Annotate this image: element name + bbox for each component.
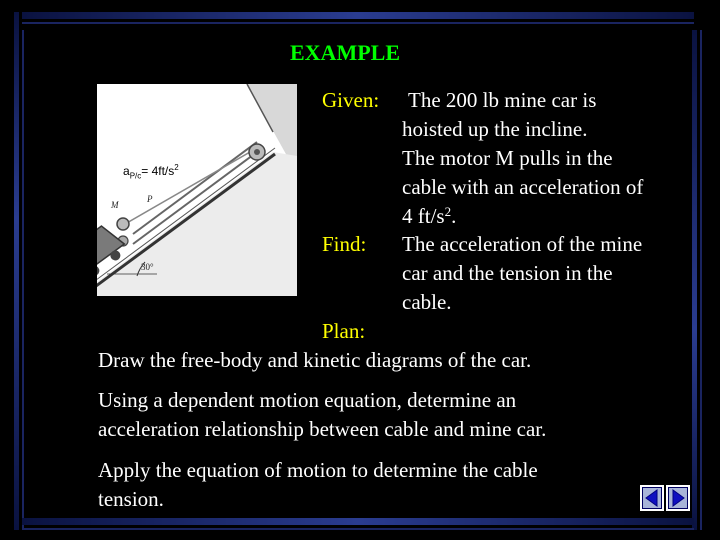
- given-line-5-value: 4 ft/s: [402, 204, 445, 228]
- accel-label-base: a: [123, 164, 130, 178]
- plan-step-1: Draw the free-body and kinetic diagrams of the car.: [98, 348, 532, 372]
- angle-label: 30°: [141, 262, 154, 272]
- incline-diagram: [97, 84, 297, 296]
- triangle-left-icon: [642, 487, 662, 509]
- right-border-stripe: [692, 30, 697, 530]
- top-border-stripe: [22, 12, 694, 19]
- plan-step-3-line-2: tension.: [98, 487, 164, 511]
- find-line-1: The acceleration of the mine: [402, 232, 643, 256]
- top-border-line: [22, 22, 694, 24]
- slide-title: EXAMPLE: [290, 40, 400, 65]
- accel-label-exp: 2: [174, 163, 179, 172]
- mine-car-figure: [97, 84, 297, 296]
- triangle-right-icon: [668, 487, 688, 509]
- prev-slide-button[interactable]: [640, 485, 664, 511]
- left-border-line: [22, 30, 24, 530]
- left-border-stripe: [14, 12, 19, 530]
- accel-label-value: = 4ft/s: [141, 164, 175, 178]
- accel-label-sub: P/c: [129, 171, 142, 181]
- plan-step-3-line-1: Apply the equation of motion to determine the cable: [98, 458, 538, 482]
- motor-pulley-icon: [117, 218, 129, 230]
- given-line-3: The motor M pulls in the: [402, 146, 613, 170]
- right-border-line: [700, 30, 702, 530]
- plan-label: Plan:: [322, 319, 366, 343]
- given-line-5-exp: 2: [444, 204, 452, 219]
- bottom-border-line: [22, 528, 694, 530]
- accel-label: [123, 164, 179, 180]
- motor-label: M: [111, 200, 119, 210]
- bottom-border-stripe: [22, 518, 694, 525]
- next-slide-button[interactable]: [666, 485, 690, 511]
- given-line-5: [402, 202, 456, 231]
- given-line-2: hoisted up the incline.: [402, 117, 588, 141]
- find-line-2: car and the tension in the: [402, 261, 613, 285]
- plan-step-2-line-1: Using a dependent motion equation, determine an: [98, 388, 517, 412]
- top-pulley-hub: [254, 149, 260, 155]
- point-label: P: [147, 194, 153, 204]
- given-line-4: cable with an acceleration of: [402, 175, 644, 199]
- find-label: Find:: [322, 232, 367, 256]
- given-line-5-end: .: [451, 204, 457, 228]
- given-label: Given:: [322, 88, 380, 112]
- plan-step-2-line-2: acceleration relationship between cable and mine car.: [98, 417, 547, 441]
- find-line-3: cable.: [402, 290, 452, 314]
- given-line-1: The 200 lb mine car is: [408, 88, 597, 112]
